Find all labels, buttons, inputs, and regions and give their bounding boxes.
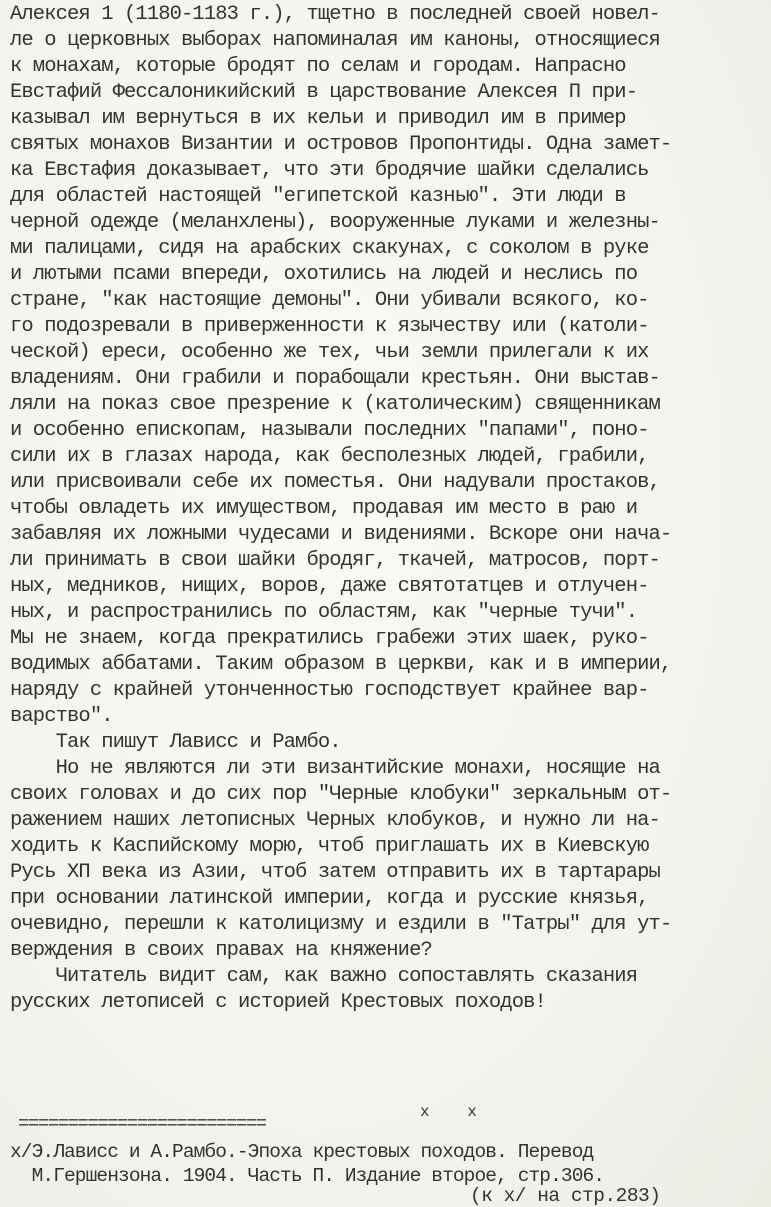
- text-line: водимых аббатами. Таким образом в церкви, как и в империи,: [10, 653, 672, 676]
- footnote-line: x/Э.Лависс и А.Рамбо.-Эпоха крестовых походов. Перевод: [10, 1141, 594, 1163]
- text-line: ческой) ереси, особенно же тех, чьи земли прилегали к их: [10, 341, 649, 364]
- text-line: и особенно епископам, называли последних "папами", поно-: [10, 419, 649, 442]
- text-line: Так пишут Лависс и Рамбо.: [10, 731, 341, 754]
- text-line: Читатель видит сам, как важно сопоставлять сказания: [10, 965, 638, 988]
- text-line: святых монахов Византии и островов Пропонтиды. Одна замет-: [10, 133, 672, 156]
- text-line: ми палицами, сидя на арабских скакунах, с соколом в руке: [10, 237, 649, 260]
- text-line: чтобы овладеть их имуществом, продавая им место в раю и: [10, 497, 638, 520]
- text-line: своих головах и до сих пор "Черные клобуки" зеркальным от-: [10, 783, 672, 806]
- text-line: ли принимать в свои шайки бродяг, ткачей, матросов, порт-: [10, 549, 660, 572]
- text-line: варство".: [10, 705, 113, 728]
- text-line: Евстафий Фессалоникийский в царствование Алексея П при-: [10, 81, 638, 104]
- text-line: ле о церковных выборах напоминалая им каноны, относящиеся: [10, 29, 660, 52]
- text-line: черной одежде (меланхлены), вооруженные луками и железны-: [10, 211, 660, 234]
- text-line: Мы не знаем, когда прекратились грабежи этих шаек, руко-: [10, 627, 649, 650]
- text-line: наряду с крайней утонченностью господствует крайнее вар-: [10, 679, 649, 702]
- text-line: ражением наших летописных Черных клобуков, и нужно ли на-: [10, 809, 660, 832]
- text-line: или присвоивали себе их поместья. Они надували простаков,: [10, 471, 660, 494]
- footnote-line: М.Гершензона. 1904. Часть П. Издание второе, стр.306.: [10, 1165, 605, 1187]
- handwritten-marks: x x: [420, 1103, 491, 1121]
- text-line: стране, "как настоящие демоны". Они убивали всякого, ко-: [10, 289, 649, 312]
- text-line: ходить к Каспийскому морю, чтоб приглашать их в Киевскую: [10, 835, 649, 858]
- text-line: русских летописей с историей Крестовых походов!: [10, 991, 546, 1014]
- text-line: ных, и распространились по областям, как "черные тучи".: [10, 601, 638, 624]
- text-line: ных, медников, нищих, воров, даже святотатцев и отлучен-: [10, 575, 649, 598]
- text-line: ка Евстафия доказывает, что эти бродячие шайки сделались: [10, 159, 649, 182]
- text-line: владениям. Они грабили и порабощали крестьян. Они выстав-: [10, 367, 660, 390]
- text-line: и лютыми псами впереди, охотились на людей и неслись по: [10, 263, 638, 286]
- text-line: забавляя их ложными чудесами и видениями. Вскоре они нача-: [10, 523, 672, 546]
- footnote-separator: =========================: [18, 1113, 266, 1135]
- text-line: Русь XП века из Азии, чтоб затем отправить их в тартарары: [10, 861, 660, 884]
- text-line: ляли на показ свое презрение к (католическим) священникам: [10, 393, 660, 416]
- text-line: Алексея 1 (1180-1183 г.), тщетно в последней своей новел-: [10, 3, 660, 26]
- text-line: Но не являются ли эти византийские монахи, носящие на: [10, 757, 660, 780]
- text-line: при основании латинской империи, когда и русские князья,: [10, 887, 649, 910]
- text-line: к монахам, которые бродят по селам и городам. Напрасно: [10, 55, 626, 78]
- text-line: верждения в своих правах на княжение?: [10, 939, 432, 962]
- text-line: для областей настоящей "египетской казнью". Эти люди в: [10, 185, 626, 208]
- text-line: сили их в глазах народа, как бесполезных людей, грабили,: [10, 445, 649, 468]
- page-reference-note: (к x/ на стр.283): [470, 1185, 661, 1207]
- body-text: [10, 2, 765, 1016]
- text-line: казывал им вернуться в их кельи и приводил им в пример: [10, 107, 626, 130]
- text-line: очевидно, перешли к католицизму и ездили в "Татры" для ут-: [10, 913, 672, 936]
- footnote: [10, 1140, 770, 1188]
- text-line: го подозревали в приверженности к язычеству или (католи-: [10, 315, 649, 338]
